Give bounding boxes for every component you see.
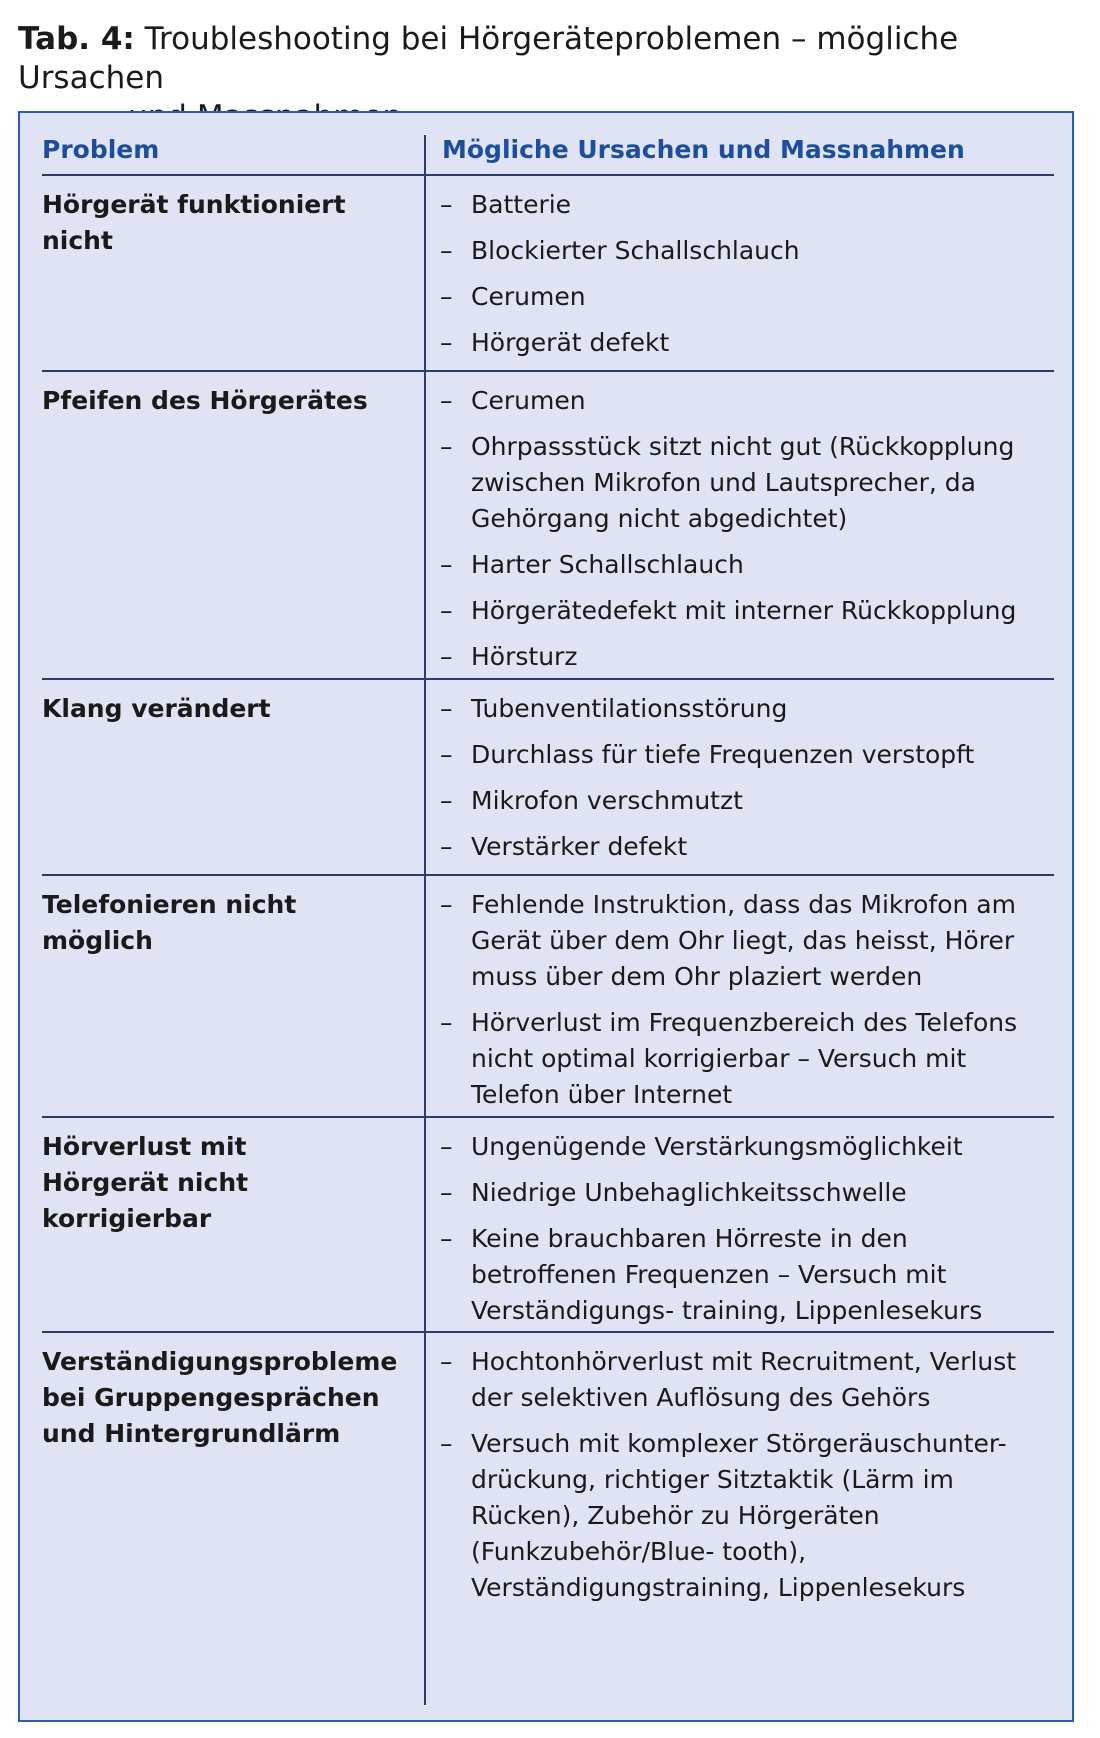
troubleshooting-table bbox=[18, 111, 1074, 1722]
cause-item bbox=[440, 1221, 1060, 1329]
cause-text: Cerumen bbox=[471, 282, 586, 311]
cause-text: Durchlass für tiefe Frequenzen verstopft bbox=[471, 740, 975, 769]
cause-text: Cerumen bbox=[471, 386, 586, 415]
cause-item bbox=[440, 783, 1060, 819]
causes-list bbox=[440, 187, 1060, 371]
cause-text: Harter Schallschlauch bbox=[471, 550, 744, 579]
cause-item bbox=[440, 639, 1040, 675]
dash-glyph: – bbox=[440, 236, 453, 265]
problem-cell: Verständigungsprobleme bei Gruppengesprächen und Hintergrundlärm bbox=[42, 1347, 398, 1448]
cause-item bbox=[440, 325, 1060, 361]
cause-text: Blockierter Schallschlauch bbox=[471, 236, 800, 265]
cause-item bbox=[440, 187, 1060, 223]
cause-item bbox=[440, 1129, 1060, 1165]
cause-item bbox=[440, 887, 1060, 995]
dash-glyph: – bbox=[440, 386, 453, 415]
dash-glyph: – bbox=[440, 432, 453, 461]
cause-text: Versuch mit komplexer Störgeräuschunter- drückung, richtiger Sitztaktik (Lärm im Rücken), Zubehör zu Hörgeräten (Funkzubehör/Blue- tooth), Verständigungstraining, Lippenlesekurs bbox=[471, 1429, 1007, 1602]
dash-glyph: – bbox=[440, 694, 453, 723]
cause-item bbox=[440, 1175, 1060, 1211]
causes-list bbox=[440, 383, 1040, 685]
dash-glyph: – bbox=[440, 328, 453, 357]
cause-item bbox=[440, 547, 1040, 583]
problem-cell: Klang verändert bbox=[42, 694, 271, 723]
cause-text: Verstärker defekt bbox=[471, 832, 688, 861]
dash-glyph: – bbox=[440, 282, 453, 311]
dash-glyph: – bbox=[440, 1132, 453, 1161]
cause-text: Hörgerätedefekt mit interner Rückkopplung bbox=[471, 596, 1017, 625]
cause-text: Niedrige Unbehaglichkeitsschwelle bbox=[471, 1178, 907, 1207]
problem-cell: Telefonieren nicht möglich bbox=[42, 890, 297, 955]
dash-glyph: – bbox=[440, 1429, 453, 1458]
cause-text: Mikrofon verschmutzt bbox=[471, 786, 743, 815]
problem-cell: Hörgerät funktioniert nicht bbox=[42, 190, 346, 255]
caption-label: Tab. 4: bbox=[18, 21, 135, 57]
dash-glyph: – bbox=[440, 1224, 453, 1253]
dash-glyph: – bbox=[440, 596, 453, 625]
dash-glyph: – bbox=[440, 740, 453, 769]
cause-text: Fehlende Instruktion, dass das Mikrofon am Gerät über dem Ohr liegt, das heisst, Hörer muss über dem Ohr plaziert werden bbox=[471, 890, 1016, 991]
cause-item bbox=[440, 691, 1060, 727]
cause-text: Keine brauchbaren Hörreste in den betroffenen Frequenzen – Versuch mit Verständigungs- training, Lippenlesekurs bbox=[471, 1224, 983, 1325]
cause-text: Tubenventilationsstörung bbox=[471, 694, 788, 723]
cause-text: Hochtonhörverlust mit Recruitment, Verlust der selektiven Auflösung des Gehörs bbox=[471, 1347, 1017, 1412]
problem-cell: Hörverlust mit Hörgerät nicht korrigierbar bbox=[42, 1132, 249, 1233]
cause-item bbox=[440, 383, 1040, 419]
row-divider bbox=[42, 174, 1054, 176]
cause-item bbox=[440, 737, 1060, 773]
cause-item bbox=[440, 1426, 1065, 1606]
cause-item bbox=[440, 829, 1060, 865]
cause-text: Hörsturz bbox=[471, 642, 578, 671]
cause-item bbox=[440, 279, 1060, 315]
cause-item bbox=[440, 1005, 1060, 1113]
causes-list bbox=[440, 1344, 1065, 1616]
cause-item bbox=[440, 233, 1060, 269]
causes-list bbox=[440, 887, 1060, 1123]
caption-title-line1: Troubleshooting bei Hörgeräteproblemen – mögliche Ursachen bbox=[18, 21, 959, 96]
header-causes: Mögliche Ursachen und Massnahmen bbox=[442, 135, 965, 164]
dash-glyph: – bbox=[440, 1178, 453, 1207]
cause-text: Hörgerät defekt bbox=[471, 328, 670, 357]
dash-glyph: – bbox=[440, 832, 453, 861]
cause-text: Hörverlust im Frequenzbereich des Telefons nicht optimal korrigierbar – Versuch mit Telefon über Internet bbox=[471, 1008, 1018, 1109]
causes-list bbox=[440, 691, 1060, 875]
dash-glyph: – bbox=[440, 786, 453, 815]
dash-glyph: – bbox=[440, 890, 453, 919]
cause-text: Ungenügende Verstärkungsmöglichkeit bbox=[471, 1132, 963, 1161]
dash-glyph: – bbox=[440, 642, 453, 671]
cause-item bbox=[440, 1344, 1065, 1416]
causes-list bbox=[440, 1129, 1060, 1339]
dash-glyph: – bbox=[440, 550, 453, 579]
cause-text: Batterie bbox=[471, 190, 572, 219]
cause-item bbox=[440, 429, 1040, 537]
problem-cell: Pfeifen des Hörgerätes bbox=[42, 386, 368, 415]
dash-glyph: – bbox=[440, 1347, 453, 1376]
dash-glyph: – bbox=[440, 1008, 453, 1037]
dash-glyph: – bbox=[440, 190, 453, 219]
header-problem: Problem bbox=[42, 135, 160, 164]
cause-text: Ohrpassstück sitzt nicht gut (Rückkopplung zwischen Mikrofon und Lautsprecher, da Gehörgang nicht abgedichtet) bbox=[471, 432, 1015, 533]
cause-item bbox=[440, 593, 1040, 629]
